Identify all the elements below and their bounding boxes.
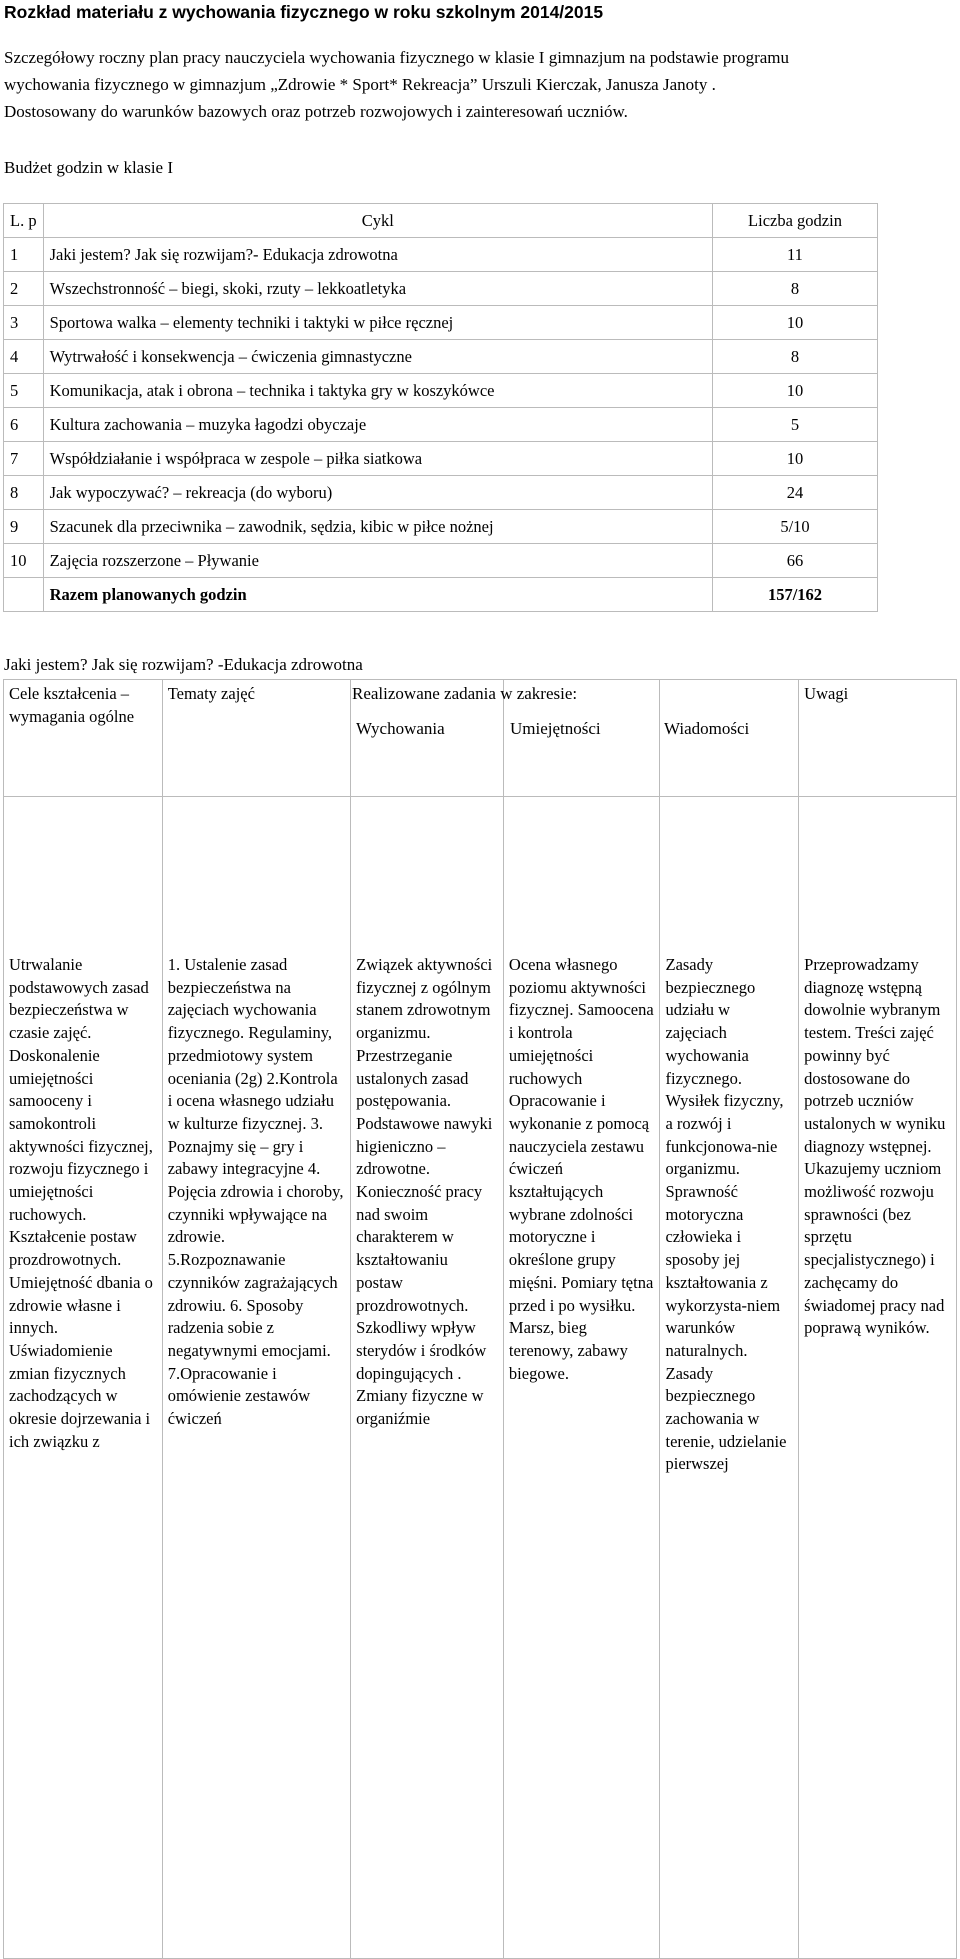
header-goals: Cele kształcenia – wymagania ogólne <box>4 680 163 797</box>
goals-content: Utrwalanie podstawowych zasad bezpieczeństwa w czasie zajęć. Doskonalenie umiejętności samooceny i samokontroli aktywności fizycznej, rozwoju fizycznego i umiejętności ruchowych. Kształcenie postaw prozdrowotnych. Umiejętność dbania o zdrowie własne i innych. Uświadomienie zmian fizycznych zachodzących w okresie dojrzewania i ich związku z <box>4 797 163 1959</box>
budget-heading: Budżet godzin w klasie I <box>4 158 174 177</box>
row-hours: 5/10 <box>713 510 878 544</box>
intro-line: wychowania fizycznego w gimnazjum „Zdrowie * Sport* Rekreacja” Urszuli Kierczak, Janusza Janoty . <box>4 75 716 94</box>
row-cycle: Zajęcia rozszerzone – Pływanie <box>43 544 712 578</box>
row-hours: 10 <box>713 374 878 408</box>
table-row <box>4 340 878 374</box>
table-total-row <box>4 578 878 612</box>
upbringing-content: Związek aktywności fizycznej z ogólnym stanem zdrowotnym organizmu. Przestrzeganie ustalonych zasad postępowania. Podstawowe nawyki higieniczno – zdrowotne. Konieczność pracy nad swoim charakterem w kształtowaniu postaw prozdrowotnych. Szkodliwy wpływ sterydów i środków dopingujących . Zmiany fizyczne w organiźmie <box>351 797 504 1959</box>
header-cycle: Cykl <box>43 204 712 238</box>
row-cycle: Współdziałanie i współpraca w zespole – piłka siatkowa <box>43 442 712 476</box>
table-row <box>4 408 878 442</box>
row-lp: 9 <box>4 510 44 544</box>
row-hours: 24 <box>713 476 878 510</box>
plan-table <box>3 679 957 1959</box>
row-cycle: Sportowa walka – elementy techniki i taktyki w piłce ręcznej <box>43 306 712 340</box>
table-row <box>4 442 878 476</box>
table-row <box>4 510 878 544</box>
row-hours: 11 <box>713 238 878 272</box>
row-cycle: Wytrwałość i konsekwencja – ćwiczenia gimnastyczne <box>43 340 712 374</box>
section-heading: Jaki jestem? Jak się rozwijam? -Edukacja zdrowotna <box>4 655 363 674</box>
knowledge-content: Zasady bezpiecznego udziału w zajęciach wychowania fizycznego. Wysiłek fizyczny, a rozwój i funkcjonowa-nie organizmu. Sprawność motoryczna człowieka i sposoby jej kształtowania z wykorzysta-niem warunków naturalnych. Zasady bezpiecznego zachowania w terenie, udzielanie pierwszej <box>660 797 799 1959</box>
row-lp: 7 <box>4 442 44 476</box>
plan-body-row <box>4 797 957 1959</box>
row-lp: 3 <box>4 306 44 340</box>
row-lp: 10 <box>4 544 44 578</box>
row-hours: 8 <box>713 272 878 306</box>
total-hours: 157/162 <box>713 578 878 612</box>
table-row <box>4 306 878 340</box>
intro-line: Szczegółowy roczny plan pracy nauczyciela wychowania fizycznego w klasie I gimnazjum na podstawie programu <box>4 48 789 67</box>
row-hours: 8 <box>713 340 878 374</box>
header-notes: Uwagi <box>799 680 957 797</box>
header-skills: Umiejętności <box>510 719 601 738</box>
header-knowledge: Wiadomości <box>664 719 750 738</box>
intro-paragraph <box>4 44 954 125</box>
row-cycle: Jaki jestem? Jak się rozwijam?- Edukacja zdrowotna <box>43 238 712 272</box>
table-row <box>4 272 878 306</box>
row-hours: 10 <box>713 442 878 476</box>
document-title: Rozkład materiału z wychowania fizycznego w roku szkolnym 2014/2015 <box>4 2 604 22</box>
table-row <box>4 544 878 578</box>
header-tasks: Realizowane zadania w zakresie: <box>352 684 578 703</box>
row-lp: 4 <box>4 340 44 374</box>
row-hours: 5 <box>713 408 878 442</box>
row-hours: 66 <box>713 544 878 578</box>
row-hours: 10 <box>713 306 878 340</box>
intro-line: Dostosowany do warunków bazowych oraz potrzeb rozwojowych i zainteresowań uczniów. <box>4 102 628 121</box>
table-row <box>4 476 878 510</box>
total-label: Razem planowanych godzin <box>43 578 712 612</box>
header-upbringing: Wychowania <box>356 719 445 738</box>
row-lp: 1 <box>4 238 44 272</box>
row-cycle: Jak wypoczywać? – rekreacja (do wyboru) <box>43 476 712 510</box>
row-lp: 2 <box>4 272 44 306</box>
row-lp: 8 <box>4 476 44 510</box>
header-hours: Liczba godzin <box>713 204 878 238</box>
topics-content: 1. Ustalenie zasad bezpieczeństwa na zajęciach wychowania fizycznego. Regulaminy, przedmiotowy system oceniania (2g) 2.Kontrola i ocena własnego udziału w kulturze fizycznej. 3. Poznajmy się – gry i zabawy integracyjne 4. Pojęcia zdrowia i choroby, czynniki wpływające na zdrowie. 5.Rozpoznawanie czynników zagrażających zdrowiu. 6. Sposoby radzenia sobie z negatywnymi emocjami. 7.Opracowanie i omówienie zestawów ćwiczeń <box>162 797 350 1959</box>
row-cycle: Kultura zachowania – muzyka łagodzi obyczaje <box>43 408 712 442</box>
header-lp: L. p <box>4 204 44 238</box>
cycle-table <box>3 203 878 612</box>
row-cycle: Komunikacja, atak i obrona – technika i taktyka gry w koszykówce <box>43 374 712 408</box>
notes-content: Przeprowadzamy diagnozę wstępną dowolnie wybranym testem. Treści zajęć powinny być dostosowane do potrzeb uczniów ustalonych w wyniku diagnozy wstępnej. Ukazujemy uczniom możliwość rozwoju sprawności (bez sprzętu specjalistycznego) i zachęcamy do świadomej pracy nad poprawą wyników. <box>799 797 957 1959</box>
header-topics: Tematy zajęć <box>162 680 350 797</box>
row-lp: 6 <box>4 408 44 442</box>
row-cycle: Szacunek dla przeciwnika – zawodnik, sędzia, kibic w piłce nożnej <box>43 510 712 544</box>
table-row <box>4 374 878 408</box>
total-empty-cell <box>4 578 44 612</box>
row-cycle: Wszechstronność – biegi, skoki, rzuty – lekkoatletyka <box>43 272 712 306</box>
table-row <box>4 238 878 272</box>
row-lp: 5 <box>4 374 44 408</box>
table-header-row <box>4 204 878 238</box>
skills-content: Ocena własnego poziomu aktywności fizycznej. Samoocena i kontrola umiejętności ruchowych Opracowanie i wykonanie z pomocą nauczyciela zestawu ćwiczeń kształtujących wybrane zdolności motoryczne i określone grupy mięśni. Pomiary tętna przed i po wysiłku. Marsz, bieg terenowy, zabawy biegowe. <box>503 797 660 1959</box>
